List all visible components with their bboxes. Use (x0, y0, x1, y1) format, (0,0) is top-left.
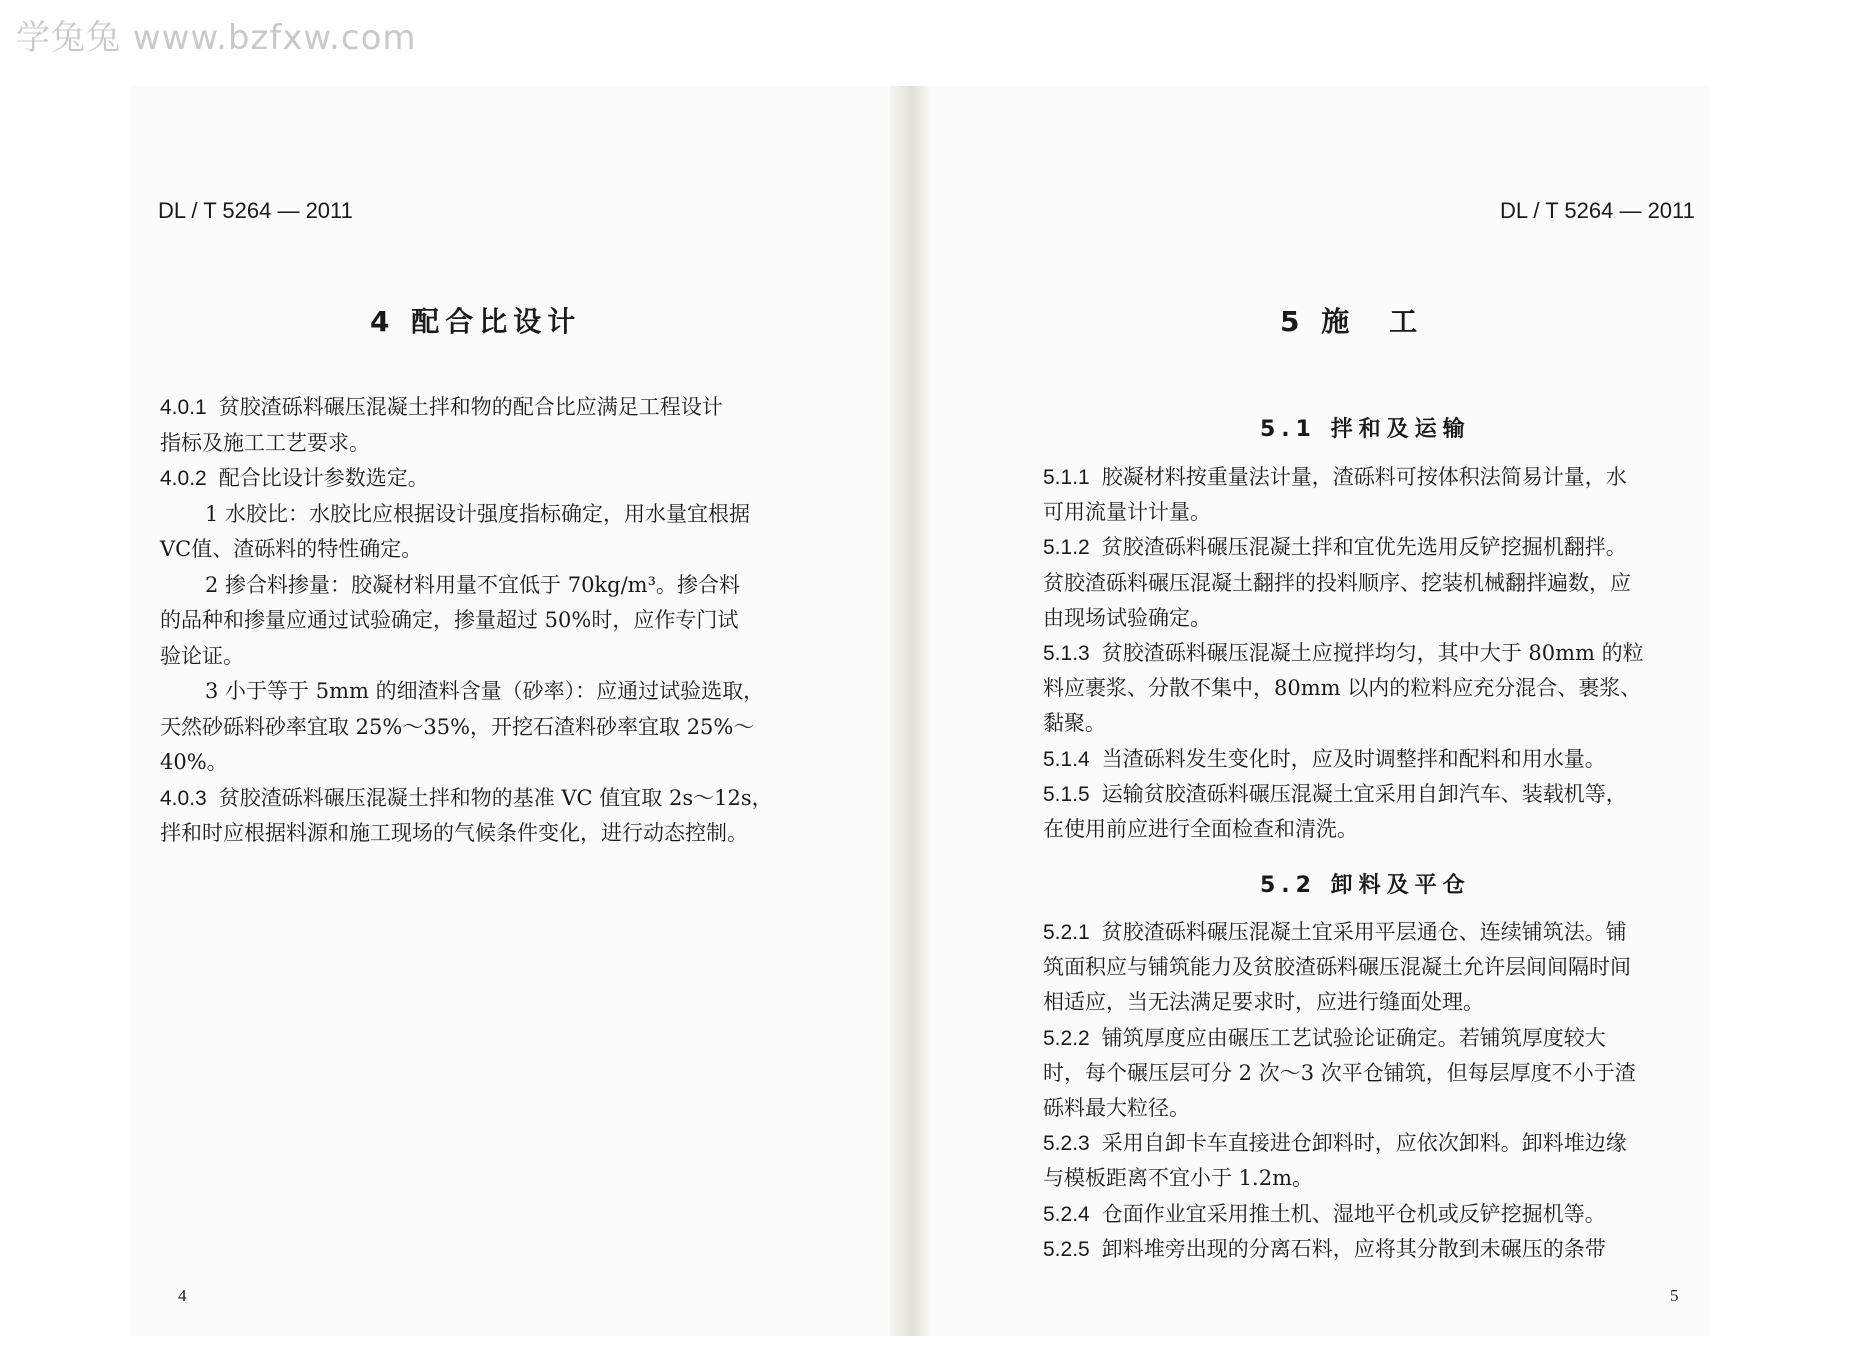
clause-text: 天然砂砾料砂率宜取 25%～35%，开挖石渣料砂率宜取 25%～ (160, 714, 755, 739)
clause-number: 5.2.2 (1043, 1026, 1090, 1050)
clause-number: 4.0.3 (160, 786, 207, 810)
clause-text: 胶凝材料按重量法计量，渣砾料可按体积法简易计量，水 (1101, 465, 1627, 489)
clause-text: 3 小于等于 5mm 的细渣料含量（砂率）：应通过试验选取， (205, 679, 765, 703)
left-page-line (160, 397, 723, 418)
section-5-1-title: 5.1 拌和及运输 (1260, 417, 1471, 442)
left-page-line (205, 501, 751, 526)
clause-text: 料应裹浆、分散不集中，80mm 以内的粒料应充分混合、裹浆、 (1043, 676, 1642, 701)
clause-number: 5.1.2 (1043, 536, 1090, 560)
right-page-header: DL / T 5264 — 2011 (1500, 198, 1695, 223)
left-page-number: 4 (178, 1286, 187, 1305)
section-5-2-title: 5.2 卸料及平仓 (1260, 873, 1471, 898)
clause-text: 贫胶渣砾料碾压混凝土应搅拌均匀，其中大于 80mm 的粒 (1101, 641, 1644, 665)
clause-text: 拌和时应根据料源和施工现场的气候条件变化，进行动态控制。 (160, 821, 748, 845)
right-page-number: 5 (1670, 1286, 1679, 1305)
clause-text: 贫胶渣砾料碾压混凝土翻拌的投料顺序、挖装机械翻拌遍数，应 (1043, 570, 1631, 595)
clause-text: 筑面积应与铺筑能力及贫胶渣砾料碾压混凝土允许层间间隔时间 (1043, 955, 1631, 980)
left-page-line (160, 785, 773, 810)
clause-text: 与模板距离不宜小于 1.2m。 (1043, 1166, 1313, 1191)
clause-text: 仓面作业宜采用推土机、湿地平仓机或反铲挖掘机等。 (1101, 1201, 1606, 1226)
section-5-2-line (1043, 957, 1631, 978)
left-page-line (160, 468, 429, 489)
section-5-2-line (1043, 1168, 1313, 1189)
clause-number: 5.1.3 (1043, 642, 1090, 665)
clause-text: 贫胶渣砾料碾压混凝土拌和物的基准 VC 值宜取 2s～12s， (218, 785, 773, 810)
clause-text: 卸料堆旁出现的分离石料，应将其分散到未碾压的条带 (1101, 1236, 1606, 1261)
section-5-2-line (1043, 1098, 1190, 1119)
clause-text: 铺筑厚度应由碾压工艺试验论证确定。若铺筑厚度较大 (1101, 1025, 1606, 1050)
left-page-line (160, 823, 748, 844)
clause-text: 运输贫胶渣砾料碾压混凝土宜采用自卸汽车、装载机等， (1101, 781, 1627, 806)
clause-number: 4.0.1 (160, 396, 207, 419)
section-5-2-line (1043, 1025, 1606, 1050)
clause-text: 由现场试验确定。 (1043, 605, 1211, 630)
clause-text: 贫胶渣砾料碾压混凝土拌和物的配合比应满足工程设计 (218, 395, 723, 419)
clause-number: 5.2.4 (1043, 1202, 1090, 1226)
clause-text: 配合比设计参数选定。 (218, 466, 429, 490)
section-5-1-line (1043, 467, 1627, 488)
clause-text: 砾料最大粒径。 (1043, 1096, 1190, 1120)
left-page-line (160, 714, 755, 739)
section-5-2-line (1043, 1133, 1627, 1154)
section-5-2-line (1043, 1201, 1606, 1226)
clause-number: 5.1.5 (1043, 782, 1090, 806)
clause-text: 贫胶渣砾料碾压混凝土宜采用平层通仓、连续铺筑法。铺 (1101, 920, 1627, 944)
clause-number: 5.2.1 (1043, 921, 1090, 944)
clause-number: 5.1.4 (1043, 747, 1090, 771)
left-page-line (160, 643, 244, 668)
clause-text: 验论证。 (160, 643, 244, 668)
section-5-1-line (1043, 502, 1211, 523)
section-5-2-line (1043, 1236, 1606, 1261)
watermark: 学兔兔 www.bzfxw.com (16, 18, 417, 58)
clause-text: 贫胶渣砾料碾压混凝土拌和宜优先选用反铲挖掘机翻拌。 (1101, 535, 1627, 560)
left-page-header: DL / T 5264 — 2011 (158, 198, 353, 223)
clause-text: 40%。 (160, 750, 228, 774)
clause-number: 5.2.5 (1043, 1237, 1090, 1261)
clause-text: 2 掺合料掺量：胶凝材料用量不宜低于 70kg/m³。掺合料 (205, 572, 741, 597)
clause-text: 采用自卸卡车直接进仓卸料时，应依次卸料。卸料堆边缘 (1101, 1131, 1627, 1156)
section-5-1-line (1043, 678, 1641, 699)
section-5-2-line (1043, 992, 1484, 1013)
section-5-1-line (1043, 781, 1627, 806)
right-chapter-title: 5 施 工 (1280, 305, 1424, 338)
clause-number: 5.2.3 (1043, 1132, 1090, 1156)
left-page-line (160, 752, 228, 773)
section-5-1-line (1043, 819, 1358, 840)
clause-text: 指标及施工工艺要求。 (160, 430, 370, 455)
section-5-1-line (1043, 570, 1631, 595)
clause-text: 时，每个碾压层可分 2 次～3 次平仓铺筑，但每层厚度不小于渣 (1043, 1060, 1636, 1085)
left-page-line (160, 430, 370, 455)
left-page-line (160, 610, 738, 631)
clause-number: 4.0.2 (160, 467, 207, 490)
section-5-1-line (1043, 643, 1644, 664)
section-5-1-line (1043, 746, 1606, 771)
section-5-1-line (1043, 605, 1211, 630)
clause-text: 1 水胶比：水胶比应根据设计强度指标确定，用水量宜根据 (205, 501, 751, 526)
section-5-1-line (1043, 537, 1627, 558)
clause-text: 的品种和掺量应通过试验确定，掺量超过 50%时，应作专门试 (160, 608, 739, 632)
clause-text: 在使用前应进行全面检查和清洗。 (1043, 817, 1358, 841)
section-5-2-line (1043, 1060, 1636, 1085)
section-5-1-line (1043, 713, 1106, 734)
section-5-2-line (1043, 922, 1627, 943)
clause-text: VC值、渣砾料的特性确定。 (160, 537, 423, 561)
clause-text: 相适应，当无法满足要求时，应进行缝面处理。 (1043, 990, 1484, 1015)
clause-text: 黏聚。 (1043, 711, 1106, 736)
left-page (130, 86, 900, 1336)
left-page-line (160, 539, 422, 560)
page-fold (890, 86, 930, 1336)
clause-text: 可用流量计计量。 (1043, 500, 1211, 525)
left-chapter-title: 4 配合比设计 (370, 305, 582, 338)
clause-number: 5.1.1 (1043, 466, 1090, 489)
left-page-line (205, 572, 741, 597)
clause-text: 当渣砾料发生变化时，应及时调整拌和配料和用水量。 (1101, 746, 1606, 771)
left-page-line (205, 681, 764, 702)
